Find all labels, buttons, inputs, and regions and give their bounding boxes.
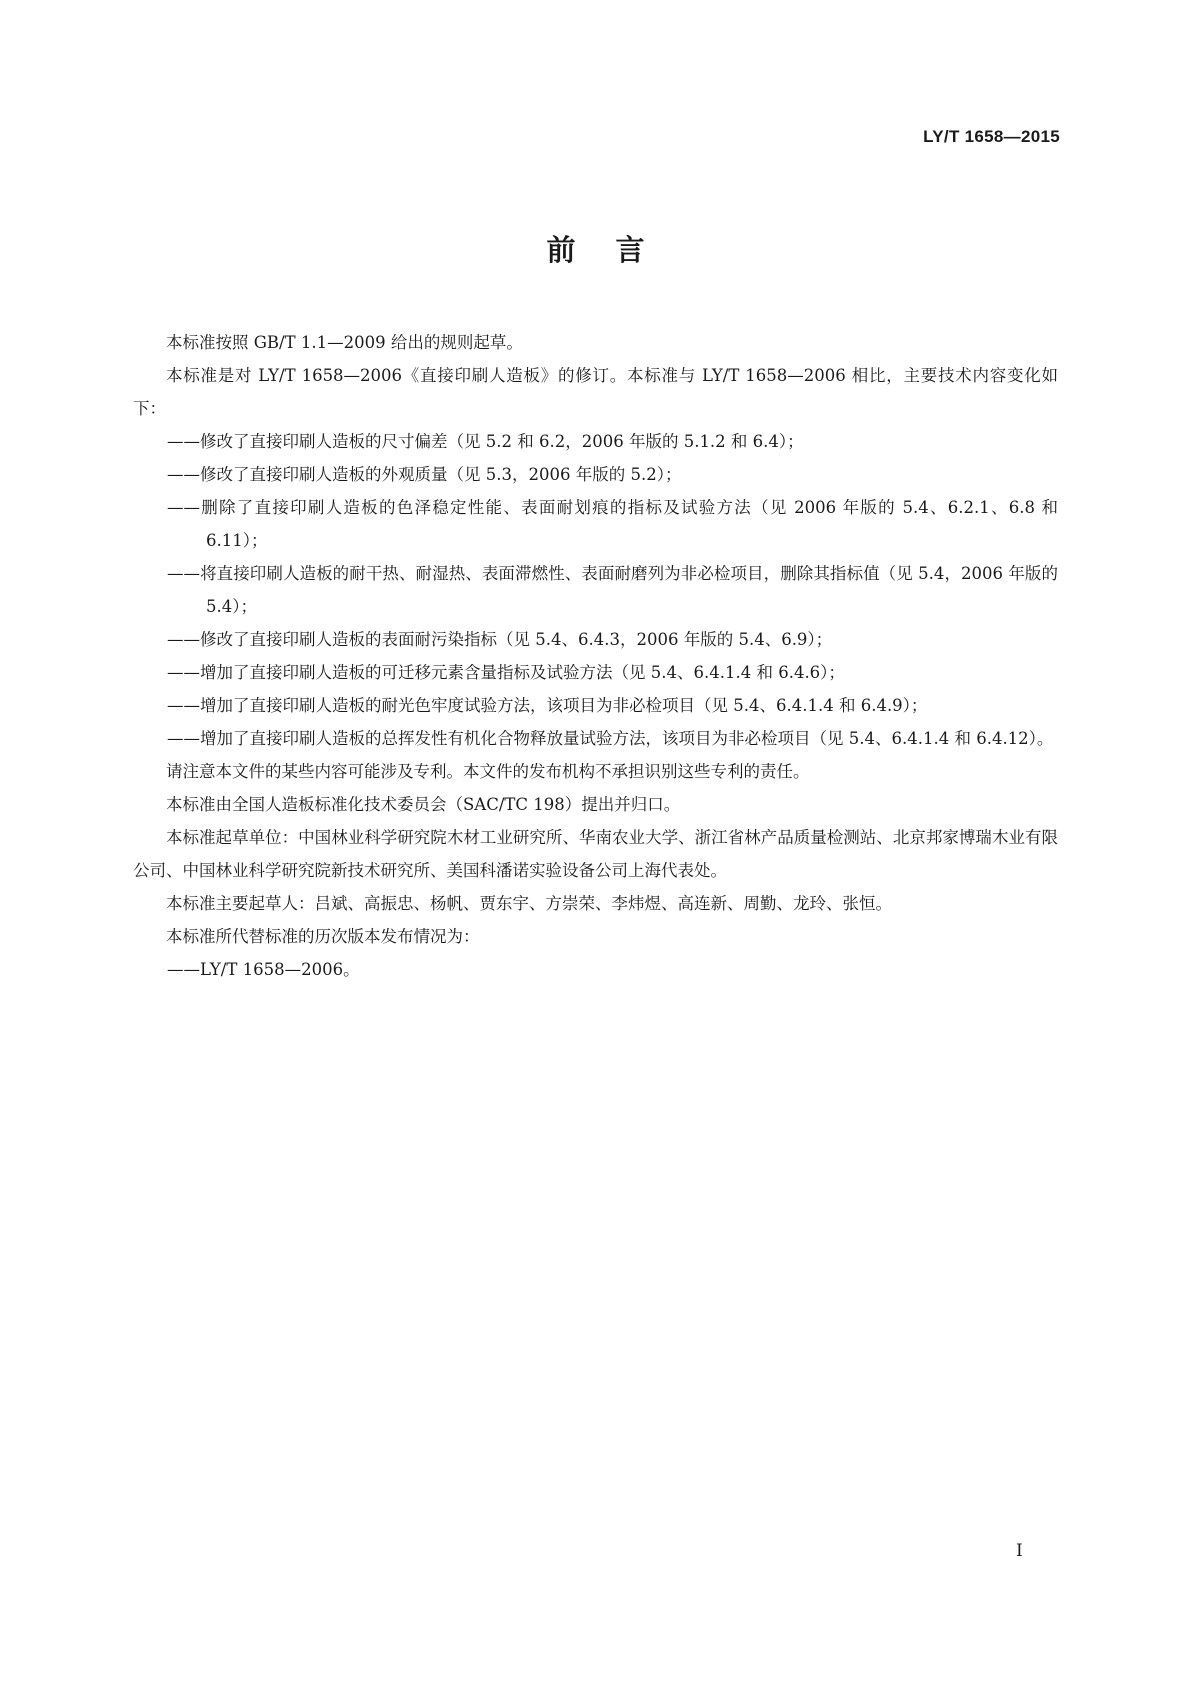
paragraph: 请注意本文件的某些内容可能涉及专利。本文件的发布机构不承担识别这些专利的责任。 bbox=[166, 762, 810, 781]
change-item: ——增加了直接印刷人造板的耐光色牢度试验方法，该项目为非必检项目（见 5.4、6.4.1.4 和 6.4.9）； bbox=[167, 696, 928, 715]
change-item: ——删除了直接印刷人造板的色泽稳定性能、表面耐划痕的指标及试验方法（见 2006 年版的 5.4、6.2.1、6.8 和 6.11）； bbox=[167, 498, 1058, 550]
paragraph: 本标准起草单位：中国林业科学研究院木材工业研究所、华南农业大学、浙江省林产品质量检测站、北京邦家博瑞木业有限公司、中国林业科学研究院新技术研究所、美国科潘诺实验设备公司上海代表处。 bbox=[133, 828, 1058, 880]
change-item: ——增加了直接印刷人造板的总挥发性有机化合物释放量试验方法，该项目为非必检项目（见 5.4、6.4.1.4 和 6.4.12）。 bbox=[167, 729, 1054, 748]
change-item: ——修改了直接印刷人造板的外观质量（见 5.3，2006 年版的 5.2）； bbox=[167, 465, 682, 484]
paragraph: 本标准所代替标准的历次版本发布情况为： bbox=[166, 927, 480, 946]
change-item: ——将直接印刷人造板的耐干热、耐湿热、表面滞燃性、表面耐磨列为非必检项目，删除其指标值（见 5.4，2006 年版的 5.4）； bbox=[167, 564, 1058, 616]
change-item: ——增加了直接印刷人造板的可迁移元素含量指标及试验方法（见 5.4、6.4.1.4 和 6.4.6）； bbox=[167, 663, 845, 682]
foreword-body bbox=[133, 326, 1058, 986]
previous-version-item: ——LY/T 1658—2006。 bbox=[167, 960, 360, 979]
page-title: 前言 bbox=[546, 233, 685, 267]
page-number: I bbox=[1016, 1541, 1023, 1561]
paragraph: 本标准由全国人造板标准化技术委员会（SAC/TC 198）提出并归口。 bbox=[166, 795, 681, 814]
paragraph: 本标准是对 LY/T 1658—2006《直接印刷人造板》的修订。本标准与 LY/T 1658—2006 相比，主要技术内容变化如下： bbox=[133, 366, 1058, 418]
change-item: ——修改了直接印刷人造板的尺寸偏差（见 5.2 和 6.2，2006 年版的 5.1.2 和 6.4）； bbox=[167, 432, 804, 451]
change-item: ——修改了直接印刷人造板的表面耐污染指标（见 5.4、6.4.3，2006 年版的 5.4、6.9）； bbox=[167, 630, 833, 649]
paragraph: 本标准主要起草人：吕斌、高振忠、杨帆、贾东宇、方崇荣、李炜煜、高连新、周勤、龙玲、张恒。 bbox=[166, 894, 892, 913]
paragraph: 本标准按照 GB/T 1.1—2009 给出的规则起草。 bbox=[166, 333, 523, 352]
standard-code: LY/T 1658—2015 bbox=[923, 127, 1060, 146]
